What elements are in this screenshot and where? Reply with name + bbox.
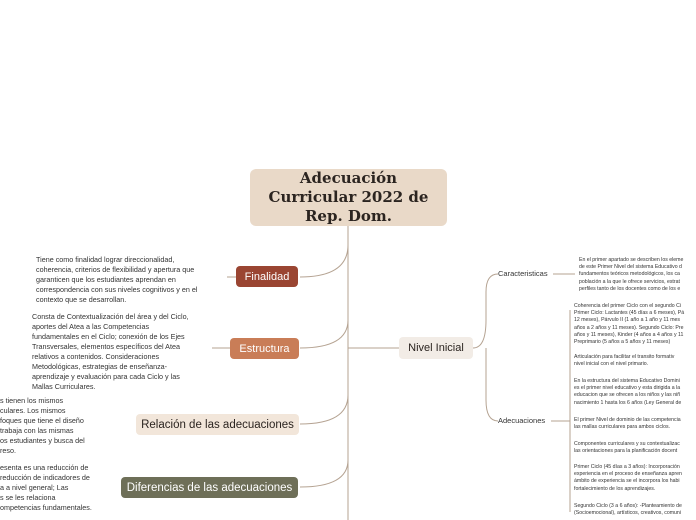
adecuacion-item: Primer Ciclo (45 días a 3 años): Incorporación experiencia en el proceso de enseñanza apren ámbito de experiencia se el incorpora los habi fortalecimiento de los aprendizajes. bbox=[574, 464, 682, 492]
relacion-text: s tienen los mismos culares. Los mismos foques que tiene el diseño trabaja con las mismas os estudiantes y busca del reso. bbox=[0, 396, 85, 455]
branch-estructura[interactable]: Estructura bbox=[230, 338, 299, 359]
adecuacion-item: Articulación para facilitar el transito formativ nivel inicial con el nivel primario. bbox=[574, 354, 675, 368]
adecuacion-item: El primer Nivel de dominio de las competencia las mallas curriculares para ambos ciclos. bbox=[574, 417, 681, 431]
estructura-text: Consta de Contextualización del área y del Ciclo, aportes del Atea a las Competencias fundamentales en el Ciclo; conexión de los Ejes Transversales, elementos específicos del Atea relativos a contenidos. Consideraciones Metodológicas, estrategias de enseñanza- aprendizaje y evaluación para cada Ciclo y las Mallas Curriculares. bbox=[32, 312, 189, 391]
adecuacion-item: En la estructura del sistema Educativo Domini es el primer nivel educativo y esta dirigida a la educacion que se ofrecen a los niños y las niñ nacimiento 1 hasta los 6 años (Ley General de bbox=[574, 378, 682, 406]
branch-finalidad[interactable]: Finalidad bbox=[236, 266, 298, 287]
caracteristicas-text: En el primer apartado se describen los eleme de este Primer Nivel del sistema Educativo d fundamentos teóricos metodológicos, los ca población a la que le ofrece servicios, estrat perfiles tanto de los docentes como de los e bbox=[579, 257, 684, 292]
finalidad-text: Tiene como finalidad lograr direccionalidad, coherencia, criterios de flexibilidad y apertura que garanticen que los estudiantes aprendan en correspondencia con sus niveles cognitivos y en el contexto que se desarrollan. bbox=[36, 255, 198, 304]
caracteristicas-label[interactable]: Caracteristicas bbox=[498, 269, 548, 278]
branch-diferencias[interactable]: Diferencias de las adecuaciones bbox=[121, 477, 298, 498]
adecuacion-item: Coherencia del primer Ciclo con el segundo Ci Primer Ciclo: Lactantes (45 días a 6 meses), Pá 12 meses), Párvulo II (1 año a 1 año y 11 mes años a 2 años y 11 meses). Segundo Ciclo: Pre años y 11 meses), Kinder (4 años a 4 años y 11 Preprimario (5 años a 5 años y 11 meses) bbox=[574, 303, 685, 346]
central-topic[interactable]: Adecuación Curricular 2022 de Rep. Dom. bbox=[250, 169, 447, 226]
adecuacion-item: Componentes curriculares y su contextualizac las orientaciones para la planificación docent bbox=[574, 441, 680, 455]
adecuaciones-label[interactable]: Adecuaciones bbox=[498, 416, 546, 425]
branch-relacion[interactable]: Relación de las adecuaciones bbox=[136, 414, 299, 435]
diferencias-text: esenta es una reducción de reducción de indicadores de a a nivel general; Las s se les relaciona ompetencias fundamentales. bbox=[0, 463, 92, 512]
nivel-inicial-node[interactable]: Nivel Inicial bbox=[399, 337, 473, 359]
adecuacion-item: Segundo Ciclo (3 a 6 años): -Planteamiento de (Socioemocional), artísticos, creativos, comuni bbox=[574, 503, 682, 517]
